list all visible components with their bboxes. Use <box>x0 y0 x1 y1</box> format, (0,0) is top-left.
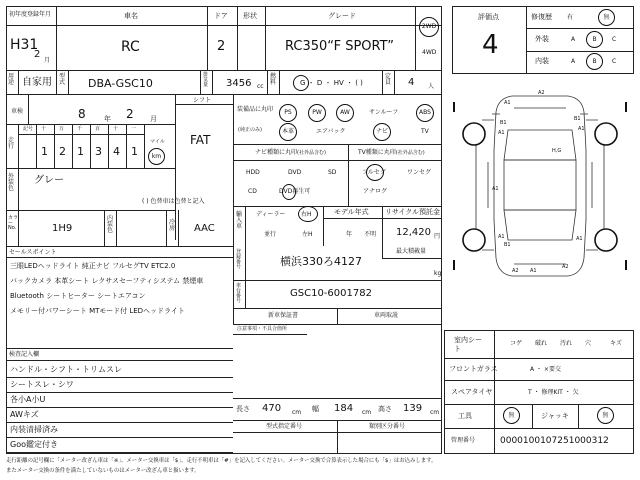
name-label: 車名 <box>124 12 138 20</box>
exterior-value: グレー <box>34 175 64 186</box>
model-year-unknown: 不明 <box>364 231 377 238</box>
inspection-month-unit: 月 <box>150 115 157 123</box>
mark-a1-fr: A1 <box>578 126 585 132</box>
door-value: 2 <box>217 39 226 54</box>
tv-oneseg: ワンセグ <box>407 169 432 176</box>
inspector-note: ハンドル・シフト・トリムスレ <box>10 365 122 374</box>
registration-value: 横浜330ろ4127 <box>280 255 362 268</box>
displacement-value: 3456 <box>226 78 252 89</box>
score-label: 評価点 <box>478 13 499 21</box>
max-load-label: 最大積載量 <box>396 248 427 255</box>
equip-leather-label: 本革 <box>281 128 294 135</box>
equip-navi-label: ナビ <box>375 128 388 135</box>
equip-aw-label: AW <box>340 109 350 116</box>
import-left: 左H <box>302 231 313 238</box>
type-num-label: 型式指定番号 <box>266 423 303 430</box>
tools-value: 無 <box>508 411 515 419</box>
repair-yes: 有 <box>567 14 574 21</box>
footer-line1: 走行距離の記号欄に「メーター改ざん車は「※」、メーター交換車は「$」、走行不明車は「#」を記入してください。メーター交換で合算表示した場合にも「$」はお込みします。 <box>6 458 437 464</box>
int-scale-b: B <box>592 57 597 65</box>
attention-label: 注意事項・不具合箇所 <box>237 326 288 332</box>
mark-a1-rr: A1 <box>576 236 583 242</box>
navi-cd: CD <box>248 188 257 195</box>
mark-a1-rc: A1 <box>530 268 537 274</box>
ext-scale-b-circle <box>586 31 603 48</box>
mileage-digit-label: 万 <box>59 126 65 132</box>
navi-sd: SD <box>328 169 337 176</box>
exterior-note: ( ) 色替車は色替と記入 <box>142 198 205 205</box>
model-value: DBA-GSC10 <box>88 77 153 90</box>
grade-label: グレード <box>328 12 356 20</box>
exterior-label: 外装色 <box>8 173 15 192</box>
equip-leather <box>279 123 297 141</box>
mileage-digit: 4 <box>113 145 120 158</box>
shift-value: FAT <box>190 133 211 147</box>
mileage-digit: 1 <box>41 145 48 158</box>
navi-title-text: ナビ種類に丸印 <box>255 149 298 156</box>
mark-b1-fl: B1 <box>500 120 507 126</box>
capacity-value: 4 <box>408 77 415 88</box>
score-value: 4 <box>482 30 499 60</box>
equip-ps-label: PS <box>284 109 292 116</box>
mileage-digit-label: 十 <box>113 126 119 132</box>
mark-b1-rl: B1 <box>504 242 511 248</box>
height-label: 高さ <box>378 405 392 413</box>
sales-point: メモリー付パワーシート MTモード付 LEDヘッドライト <box>10 307 185 315</box>
recycle-label: リサイクル預託金 <box>385 208 441 216</box>
equip-sunroof: サンルーフ <box>369 109 399 116</box>
inspection-label: 車検 <box>11 108 24 115</box>
month-unit: 月 <box>44 57 51 64</box>
mark-hg: H,G <box>552 148 562 154</box>
drive-2wd: 2WD <box>421 23 437 30</box>
car-damage-diagram <box>452 90 628 280</box>
equip-tv: TV <box>421 128 429 135</box>
warranty-new-car: 新車保証書 <box>268 312 299 319</box>
first-reg-label: 初年度登録年月 <box>9 11 52 18</box>
mark-a1-rl: A1 <box>498 234 505 240</box>
height-unit: cm <box>430 409 440 416</box>
class-num-label: 類別区分番号 <box>369 423 406 430</box>
import-parallel: 並行 <box>264 231 277 238</box>
model-year-label: モデル年式 <box>334 208 369 216</box>
jack-value-circle <box>597 407 614 424</box>
exterior-grade-label: 外装 <box>535 35 549 43</box>
sales-points-label: セールスポイント <box>9 249 57 256</box>
fuel-label: 燃料 <box>270 73 277 86</box>
manage-value: 0000100107251000312 <box>500 436 609 446</box>
mark-a1-side: A1 <box>492 186 499 192</box>
capacity-label: 定員 <box>385 73 392 86</box>
int-scale-a: A <box>571 58 576 65</box>
mileage-digit-label: 十 <box>41 126 47 132</box>
seat-label: 室内シート <box>454 336 482 354</box>
inspection-year-unit: 年 <box>104 115 111 123</box>
registration-label: 登録番号 <box>236 249 242 270</box>
spare-label: スペアタイヤ <box>451 388 493 396</box>
equip-abs <box>416 104 434 122</box>
mark-a2-top: A2 <box>538 90 545 96</box>
length-unit: cm <box>292 409 302 416</box>
km-unit: km <box>151 152 162 160</box>
shape-label: 形状 <box>243 12 257 20</box>
inspector-note: シートスレ・シワ <box>10 380 74 389</box>
equip-pw-label: PW <box>312 109 322 116</box>
windshield-label: フロントガラス <box>449 365 498 373</box>
drive-4wd: 4WD <box>422 49 437 56</box>
import-right: 右H <box>301 211 312 218</box>
mileage-label: 走行 <box>8 137 15 150</box>
length-label: 長さ <box>236 405 250 413</box>
width-label: 幅 <box>312 405 319 413</box>
grade-value: RC350“F SPORT” <box>285 39 395 54</box>
width-value: 184 <box>334 403 354 414</box>
tv-title <box>358 150 425 156</box>
mark-a2-rl: A2 <box>512 268 519 274</box>
car-name: RC <box>121 39 140 55</box>
door-label: ドア <box>214 12 228 20</box>
mark-a2-rr: A2 <box>562 264 569 270</box>
tools-label: 工具 <box>458 412 472 420</box>
length-value: 470 <box>262 403 282 414</box>
repair-no-circle <box>598 9 615 26</box>
mileage-digit-label: 百 <box>95 126 101 132</box>
equip-abs-label: ABS <box>419 109 431 116</box>
seat-item: コゲ <box>510 340 523 347</box>
equip-pw <box>308 104 326 122</box>
max-load-kg: kg <box>434 270 442 277</box>
tv-title-text: TV種類に丸印 <box>358 149 396 156</box>
equip-navi <box>373 123 391 141</box>
windshield-value: A ・ ×要交 <box>530 366 561 373</box>
first-reg-month: 2 <box>34 49 41 60</box>
mileage-digit: 1 <box>77 145 84 158</box>
sales-point: Bluetooth シートヒーター シートエアコン <box>10 292 146 300</box>
inspector-note: Goo鑑定付き <box>10 440 58 449</box>
mileage-digit-label: 千 <box>77 126 83 132</box>
int-scale-b-circle <box>586 53 603 70</box>
usage-label: 用途 <box>8 73 15 86</box>
displacement-label: 排気量 <box>203 72 209 88</box>
model-year-year: 年 <box>346 231 353 238</box>
import-dealer: ディーラー <box>256 211 286 218</box>
tools-value-circle <box>503 407 520 424</box>
inspector-note: 各小A小U <box>10 395 46 404</box>
mileage-digit-label: 一 <box>131 126 137 132</box>
tv-analog: アナログ <box>363 188 388 195</box>
shift-label: シフト <box>193 97 212 104</box>
navi-hdd: HDD <box>246 169 260 176</box>
navi-dvd: DVD <box>288 169 302 176</box>
repair-label: 修復歴 <box>531 13 552 21</box>
height-value: 139 <box>403 403 423 414</box>
import-label: 輸入車 <box>236 211 243 230</box>
warranty-manual: 車両取説 <box>374 312 399 319</box>
seat-item: 穴 <box>585 340 592 347</box>
equip-airbag: エアバック <box>316 128 346 135</box>
mark-a1-fl: A1 <box>504 100 511 106</box>
navi-title <box>255 150 326 156</box>
color-code-value: 1H9 <box>52 223 73 234</box>
km-unit-circle <box>148 148 165 165</box>
inspector-note: 内装清掃済み <box>10 425 58 434</box>
recycle-unit: 円 <box>434 233 441 240</box>
width-unit: cm <box>362 409 372 416</box>
jack-value: 無 <box>602 411 609 419</box>
mile-unit: マイル <box>150 139 165 145</box>
seat-item: 汚れ <box>560 340 573 347</box>
chassis-label: 車台番号 <box>236 283 242 304</box>
tv-sub: (社外品含む) <box>395 150 425 156</box>
seat-item: キズ <box>610 340 622 347</box>
inspection-year: 8 <box>78 107 86 121</box>
equipment-subtitle: (純正のみ) <box>238 127 262 133</box>
drive-2wd-circle <box>419 17 439 37</box>
mark-a1-fl2: A1 <box>498 130 505 136</box>
interior-grade-label: 内装 <box>535 57 549 65</box>
jack-label: ジャッキ <box>541 412 569 420</box>
inspection-month: 2 <box>126 107 134 121</box>
int-scale-c: C <box>612 58 617 65</box>
mileage-digit: 3 <box>95 145 102 158</box>
mileage-digit: 2 <box>59 145 66 158</box>
seat-item: 破れ <box>535 340 548 347</box>
ac-label: 冷房 <box>169 219 176 232</box>
inspector-note: AWキズ <box>10 410 39 419</box>
recycle-value: 12,420 <box>396 227 431 238</box>
fuel-selected-circle <box>293 75 309 91</box>
first-reg-year: H31 <box>10 37 39 53</box>
mileage-digit-label: 記号 <box>23 126 34 132</box>
model-label: 型式 <box>59 73 66 86</box>
fuel-options: G ・ D ・ HV ・ ( ) <box>300 79 363 87</box>
repair-no: 無 <box>603 13 610 21</box>
capacity-unit: 人 <box>428 83 435 90</box>
ext-scale-a: A <box>571 36 576 43</box>
equip-ps <box>279 104 297 122</box>
navi-sub: (社外品含む) <box>297 150 326 156</box>
cc-unit: cc <box>257 83 264 90</box>
inspector-label: 検査記入欄 <box>9 351 40 358</box>
spare-value: T ・ 修理KIT ・ 欠 <box>528 389 579 396</box>
ac-value: AAC <box>194 223 215 234</box>
tv-fullseg: フルセグ <box>362 169 386 176</box>
mileage-digit: 1 <box>131 145 138 158</box>
mark-b1-fr: B1 <box>574 116 581 122</box>
equipment-title: 装備品に丸印 <box>237 106 274 113</box>
equip-aw <box>336 104 354 122</box>
manage-label: 管理番号 <box>451 437 476 444</box>
navi-dvd-play: DVD再生可 <box>279 188 311 195</box>
ext-scale-c: C <box>612 36 617 43</box>
chassis-value: GSC10-6001782 <box>290 288 372 299</box>
footer-line2: またメーター交換の条件を満たしていないものはメーター改ざん車と扱います。 <box>6 468 200 474</box>
usage-value: 自家用 <box>22 77 52 88</box>
color-code-label: カラー No. <box>8 215 19 231</box>
interior-color-label: 内装色 <box>107 215 114 234</box>
ext-scale-b: B <box>592 35 597 43</box>
sales-point: 三眼LEDヘッドライト 純正ナビ フルセグTV ETC2.0 <box>10 262 176 270</box>
sales-point: バックカメラ 本革シート レクサスセーフティシステム 禁煙車 <box>10 277 204 285</box>
